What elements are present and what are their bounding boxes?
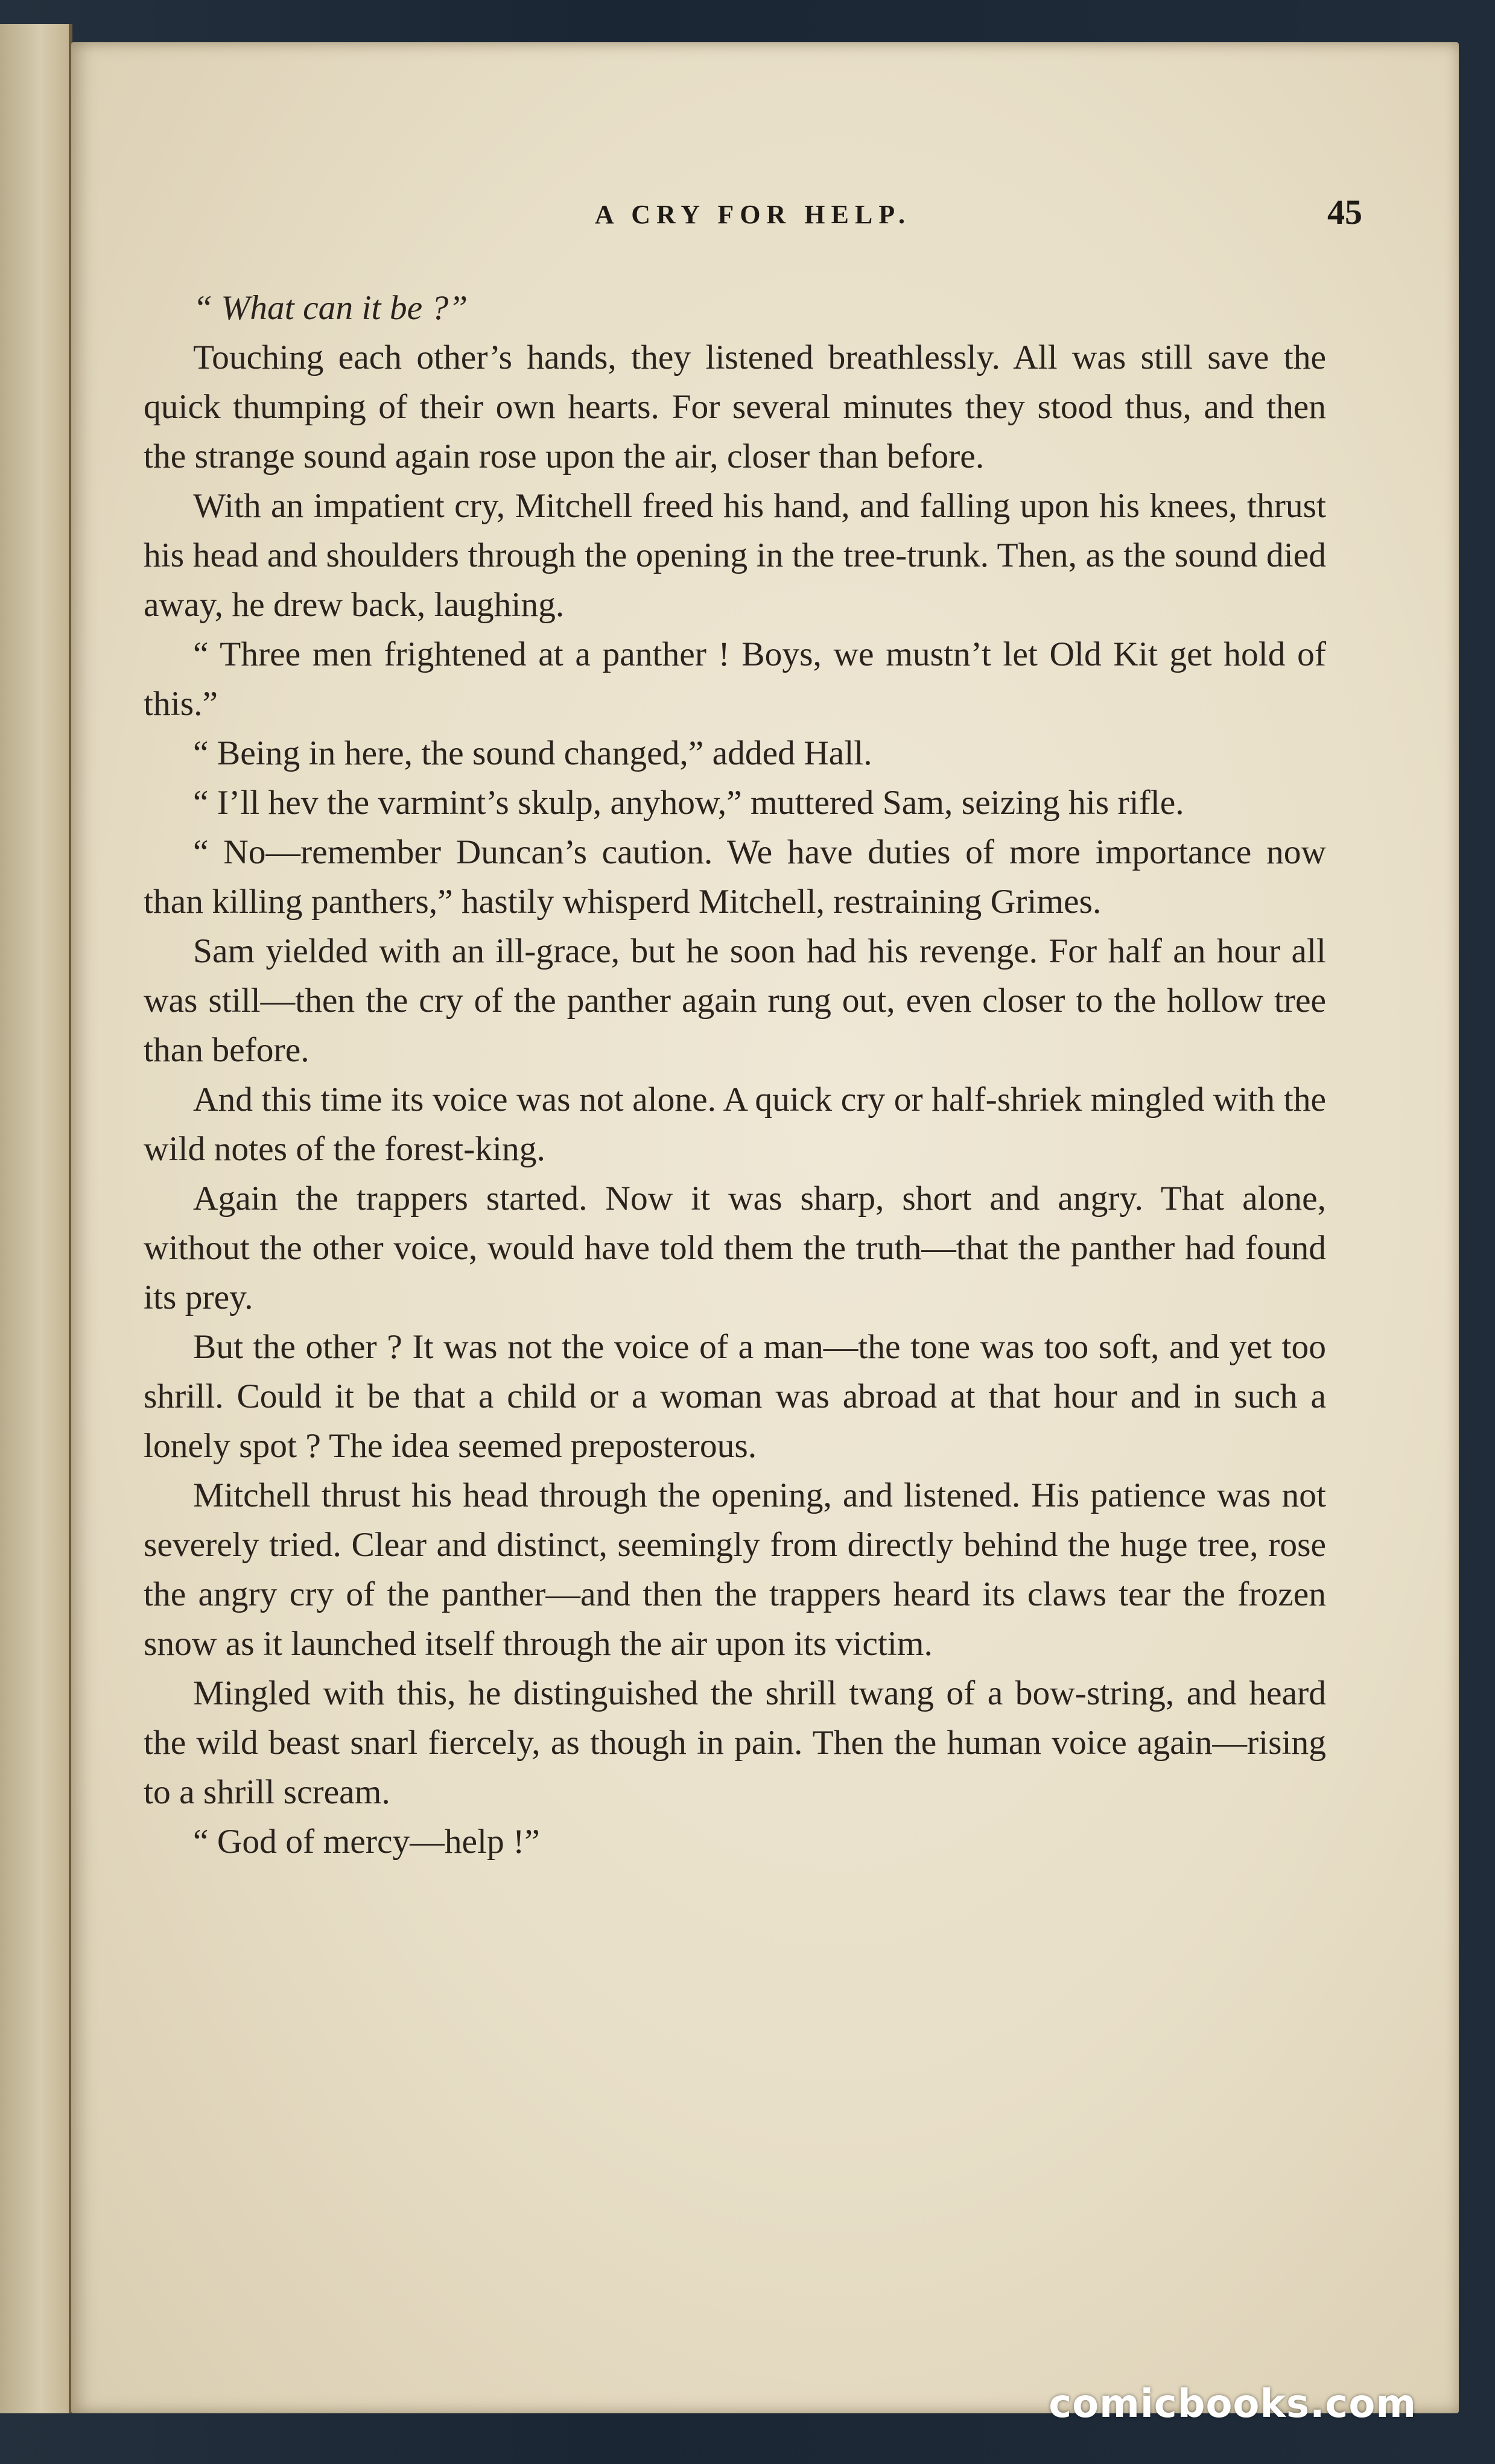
paragraph: Mingled with this, he distinguished the shrill twang of a bow-string, and heard the wild beast snarl fiercely, as though in pain. Then the human voice again—rising to a shrill scream. <box>144 1674 1326 1811</box>
paragraph: “ What can it be ?” <box>193 289 468 327</box>
paragraph: “ God of mercy—help !” <box>193 1823 540 1861</box>
paragraph: Sam yielded with an ill-grace, but he soon had his revenge. For half an hour all was still—then the cry of the panther again rung out, even closer to the hollow tree than before. <box>144 932 1326 1069</box>
paragraph: “ No—remember Duncan’s caution. We have duties of more importance now than killing panthers,” hastily whisperd Mitchell, restraining Grimes. <box>144 833 1326 921</box>
facing-page-edge <box>0 24 72 2413</box>
paragraph: And this time its voice was not alone. A quick cry or half-shriek mingled with the wild notes of the forest-king. <box>144 1081 1326 1168</box>
book-page <box>71 42 1459 2413</box>
body-text <box>144 284 1326 1867</box>
paragraph: “ Three men frightened at a panther ! Boys, we mustn’t let Old Kit get hold of this.” <box>144 635 1326 723</box>
paragraph: Touching each other’s hands, they listened breathlessly. All was still save the quick thumping of their own hearts. For several minutes they stood thus, and then the strange sound again rose upon the air, closer than before. <box>144 338 1326 475</box>
site-watermark: comicbooks.com <box>1049 2382 1417 2427</box>
paragraph: “ Being in here, the sound changed,” added Hall. <box>193 734 872 772</box>
page-header <box>144 163 1362 235</box>
paragraph: “ I’ll hev the varmint’s skulp, anyhow,” muttered Sam, seizing his rifle. <box>193 784 1184 822</box>
paragraph: Again the trappers started. Now it was sharp, short and angry. That alone, without the other voice, would have told them the truth—that the panther had found its prey. <box>144 1180 1326 1316</box>
page-number: 45 <box>1327 192 1362 232</box>
paragraph: With an impatient cry, Mitchell freed his hand, and falling upon his knees, thrust his head and shoulders through the opening in the tree-trunk. Then, as the sound died away, he drew back, laughing. <box>144 487 1326 624</box>
paragraph: But the other ? It was not the voice of a man—the tone was too soft, and yet too shrill. Could it be that a child or a woman was abroad at that hour and in such a lonely spot ? The idea seemed preposterous. <box>144 1328 1326 1465</box>
running-title: A CRY FOR HELP. <box>594 200 912 229</box>
paragraph: Mitchell thrust his head through the opening, and listened. His patience was not severely tried. Clear and distinct, seemingly from directly behind the huge tree, rose the angry cry of the panther—and then the trappers heard its claws tear the frozen snow as it launched itself through the air upon its victim. <box>144 1476 1326 1663</box>
